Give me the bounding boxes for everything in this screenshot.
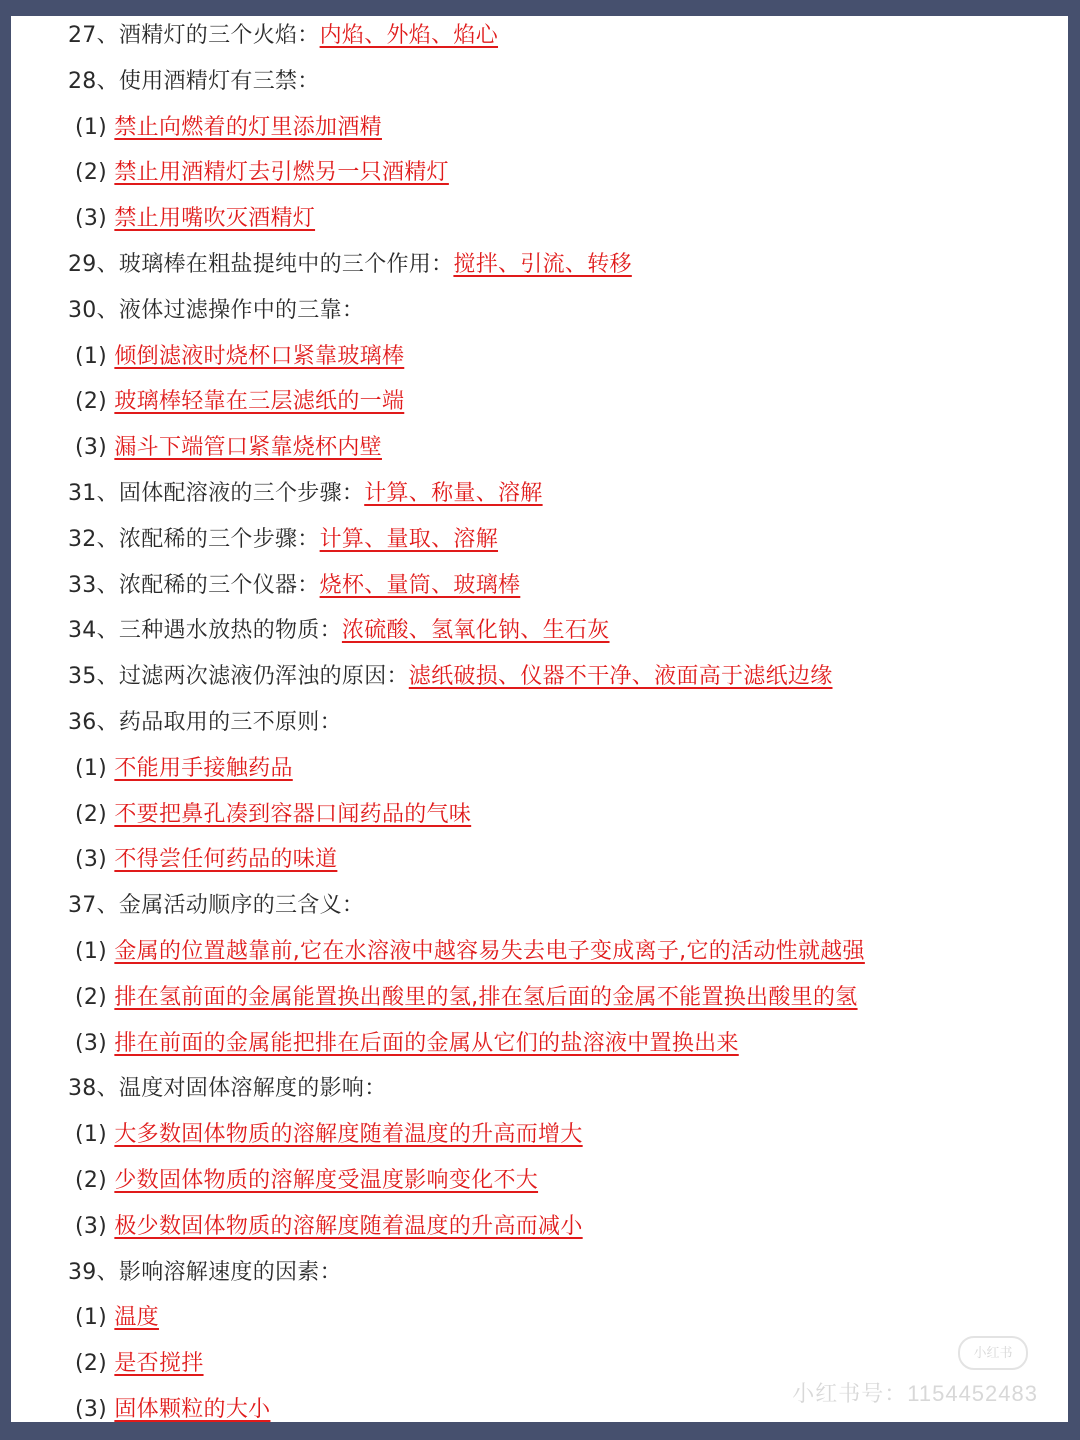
sub-item: [75, 1298, 159, 1338]
question-item: [68, 16, 498, 56]
sub-item: [75, 840, 337, 880]
sub-item: [75, 337, 404, 377]
answer-text: 排在前面的金属能把排在后面的金属从它们的盐溶液中置换出来: [114, 1030, 739, 1056]
question-item: [68, 1069, 387, 1109]
question-label: 29、玻璃棒在粗盐提纯中的三个作用：: [68, 252, 454, 277]
sub-item: [75, 1161, 538, 1201]
question-label: 36、药品取用的三不原则：: [68, 710, 342, 735]
answer-text: 计算、称量、溶解: [364, 481, 543, 506]
question-item: [68, 291, 364, 331]
question-item: [68, 657, 833, 697]
sub-item-number: (1): [75, 1305, 115, 1331]
answer-text: 倾倒滤液时烧杯口紧靠玻璃棒: [114, 343, 405, 369]
sub-item-number: (3): [75, 847, 115, 873]
sub-item: [75, 1207, 583, 1247]
watermark-text: 小红书号：1154452483: [792, 1381, 1038, 1406]
question-item: [68, 703, 342, 743]
sub-item: [75, 795, 471, 835]
sub-item: [75, 1115, 583, 1155]
answer-text: 温度: [114, 1305, 159, 1331]
answer-text: 排在氢前面的金属能置换出酸里的氢,排在氢后面的金属不能置换出酸里的氢: [114, 984, 858, 1010]
answer-text: 计算、量取、溶解: [319, 526, 499, 552]
question-label: 34、三种遇水放热的物质：: [68, 618, 342, 644]
answer-text: 滤纸破损、仪器不干净、液面高于滤纸边缘: [408, 664, 833, 690]
sub-item-number: (1): [75, 343, 115, 369]
sub-item-number: (3): [75, 1397, 115, 1422]
question-label: 30、液体过滤操作中的三靠：: [68, 297, 365, 323]
sub-item: [75, 1344, 204, 1384]
answer-text: 玻璃棒轻靠在三层滤纸的一端: [114, 389, 405, 415]
sub-item: [75, 382, 404, 422]
answer-text: 是否搅拌: [114, 1351, 204, 1377]
question-label: 39、影响溶解速度的因素：: [68, 1259, 342, 1285]
question-item: [68, 62, 320, 102]
answer-text: 不能用手接触药品: [114, 755, 293, 781]
question-item: [68, 520, 498, 560]
question-label: 35、过滤两次滤液仍浑浊的原因：: [68, 664, 409, 690]
answer-text: 烧杯、量筒、玻璃棒: [319, 572, 521, 598]
answer-text: 内焰、外焰、焰心: [319, 23, 499, 48]
answer-text: 禁止用酒精灯去引燃另一只酒精灯: [114, 160, 449, 186]
answer-text: 固体颗粒的大小: [114, 1397, 271, 1422]
sub-item-number: (2): [75, 801, 115, 827]
sub-item: [75, 1390, 270, 1422]
sub-item: [75, 108, 382, 148]
question-label: 32、浓配稀的三个步骤：: [68, 526, 320, 552]
sub-item: [75, 978, 858, 1018]
answer-text: 漏斗下端管口紧靠烧杯内壁: [114, 435, 382, 461]
sub-item-number: (1): [75, 114, 115, 140]
sub-item: [75, 932, 865, 972]
question-item: [68, 245, 632, 285]
question-item: [68, 1253, 342, 1293]
answer-text: 少数固体物质的溶解度受温度影响变化不大: [114, 1168, 539, 1193]
answer-text: 大多数固体物质的溶解度随着温度的升高而增大: [114, 1122, 583, 1148]
sub-item-number: (2): [75, 389, 115, 415]
answer-text: 搅拌、引流、转移: [453, 252, 632, 277]
sub-item-number: (2): [75, 160, 115, 186]
answer-text: 禁止向燃着的灯里添加酒精: [114, 114, 382, 140]
document-page: [11, 16, 1068, 1422]
question-label: 27、酒精灯的三个火焰：: [68, 23, 320, 48]
sub-item: [75, 199, 315, 239]
question-label: 38、温度对固体溶解度的影响：: [68, 1076, 387, 1102]
question-label: 37、金属活动顺序的三含义：: [68, 893, 365, 919]
sub-item: [75, 749, 293, 789]
sub-item-number: (2): [75, 1351, 115, 1377]
sub-item-number: (1): [75, 1122, 115, 1148]
sub-item: [75, 428, 382, 468]
watermark-logo: 小红书: [958, 1336, 1028, 1370]
sub-item-number: (2): [75, 984, 115, 1010]
answer-text: 不得尝任何药品的味道: [114, 847, 338, 873]
sub-item-number: (3): [75, 1213, 115, 1239]
question-label: 31、固体配溶液的三个步骤：: [68, 481, 365, 506]
question-item: [68, 474, 543, 514]
question-label: 28、使用酒精灯有三禁：: [68, 68, 320, 94]
answer-text: 极少数固体物质的溶解度随着温度的升高而减小: [114, 1213, 583, 1239]
sub-item-number: (3): [75, 435, 115, 461]
question-item: [68, 611, 610, 651]
sub-item: [75, 153, 449, 193]
question-item: [68, 566, 520, 606]
answer-text: 不要把鼻孔凑到容器口闻药品的气味: [114, 801, 472, 827]
sub-item-number: (3): [75, 206, 115, 232]
sub-item: [75, 1024, 739, 1064]
question-item: [68, 886, 364, 926]
sub-item-number: (1): [75, 939, 115, 964]
answer-text: 浓硫酸、氢氧化钠、生石灰: [341, 618, 610, 644]
sub-item-number: (3): [75, 1030, 115, 1056]
answer-text: 金属的位置越靠前,它在水溶液中越容易失去电子变成离子,它的活动性就越强: [114, 939, 865, 964]
answer-text: 禁止用嘴吹灭酒精灯: [114, 206, 316, 232]
question-label: 33、浓配稀的三个仪器：: [68, 572, 320, 598]
sub-item-number: (2): [75, 1168, 115, 1193]
sub-item-number: (1): [75, 755, 115, 781]
